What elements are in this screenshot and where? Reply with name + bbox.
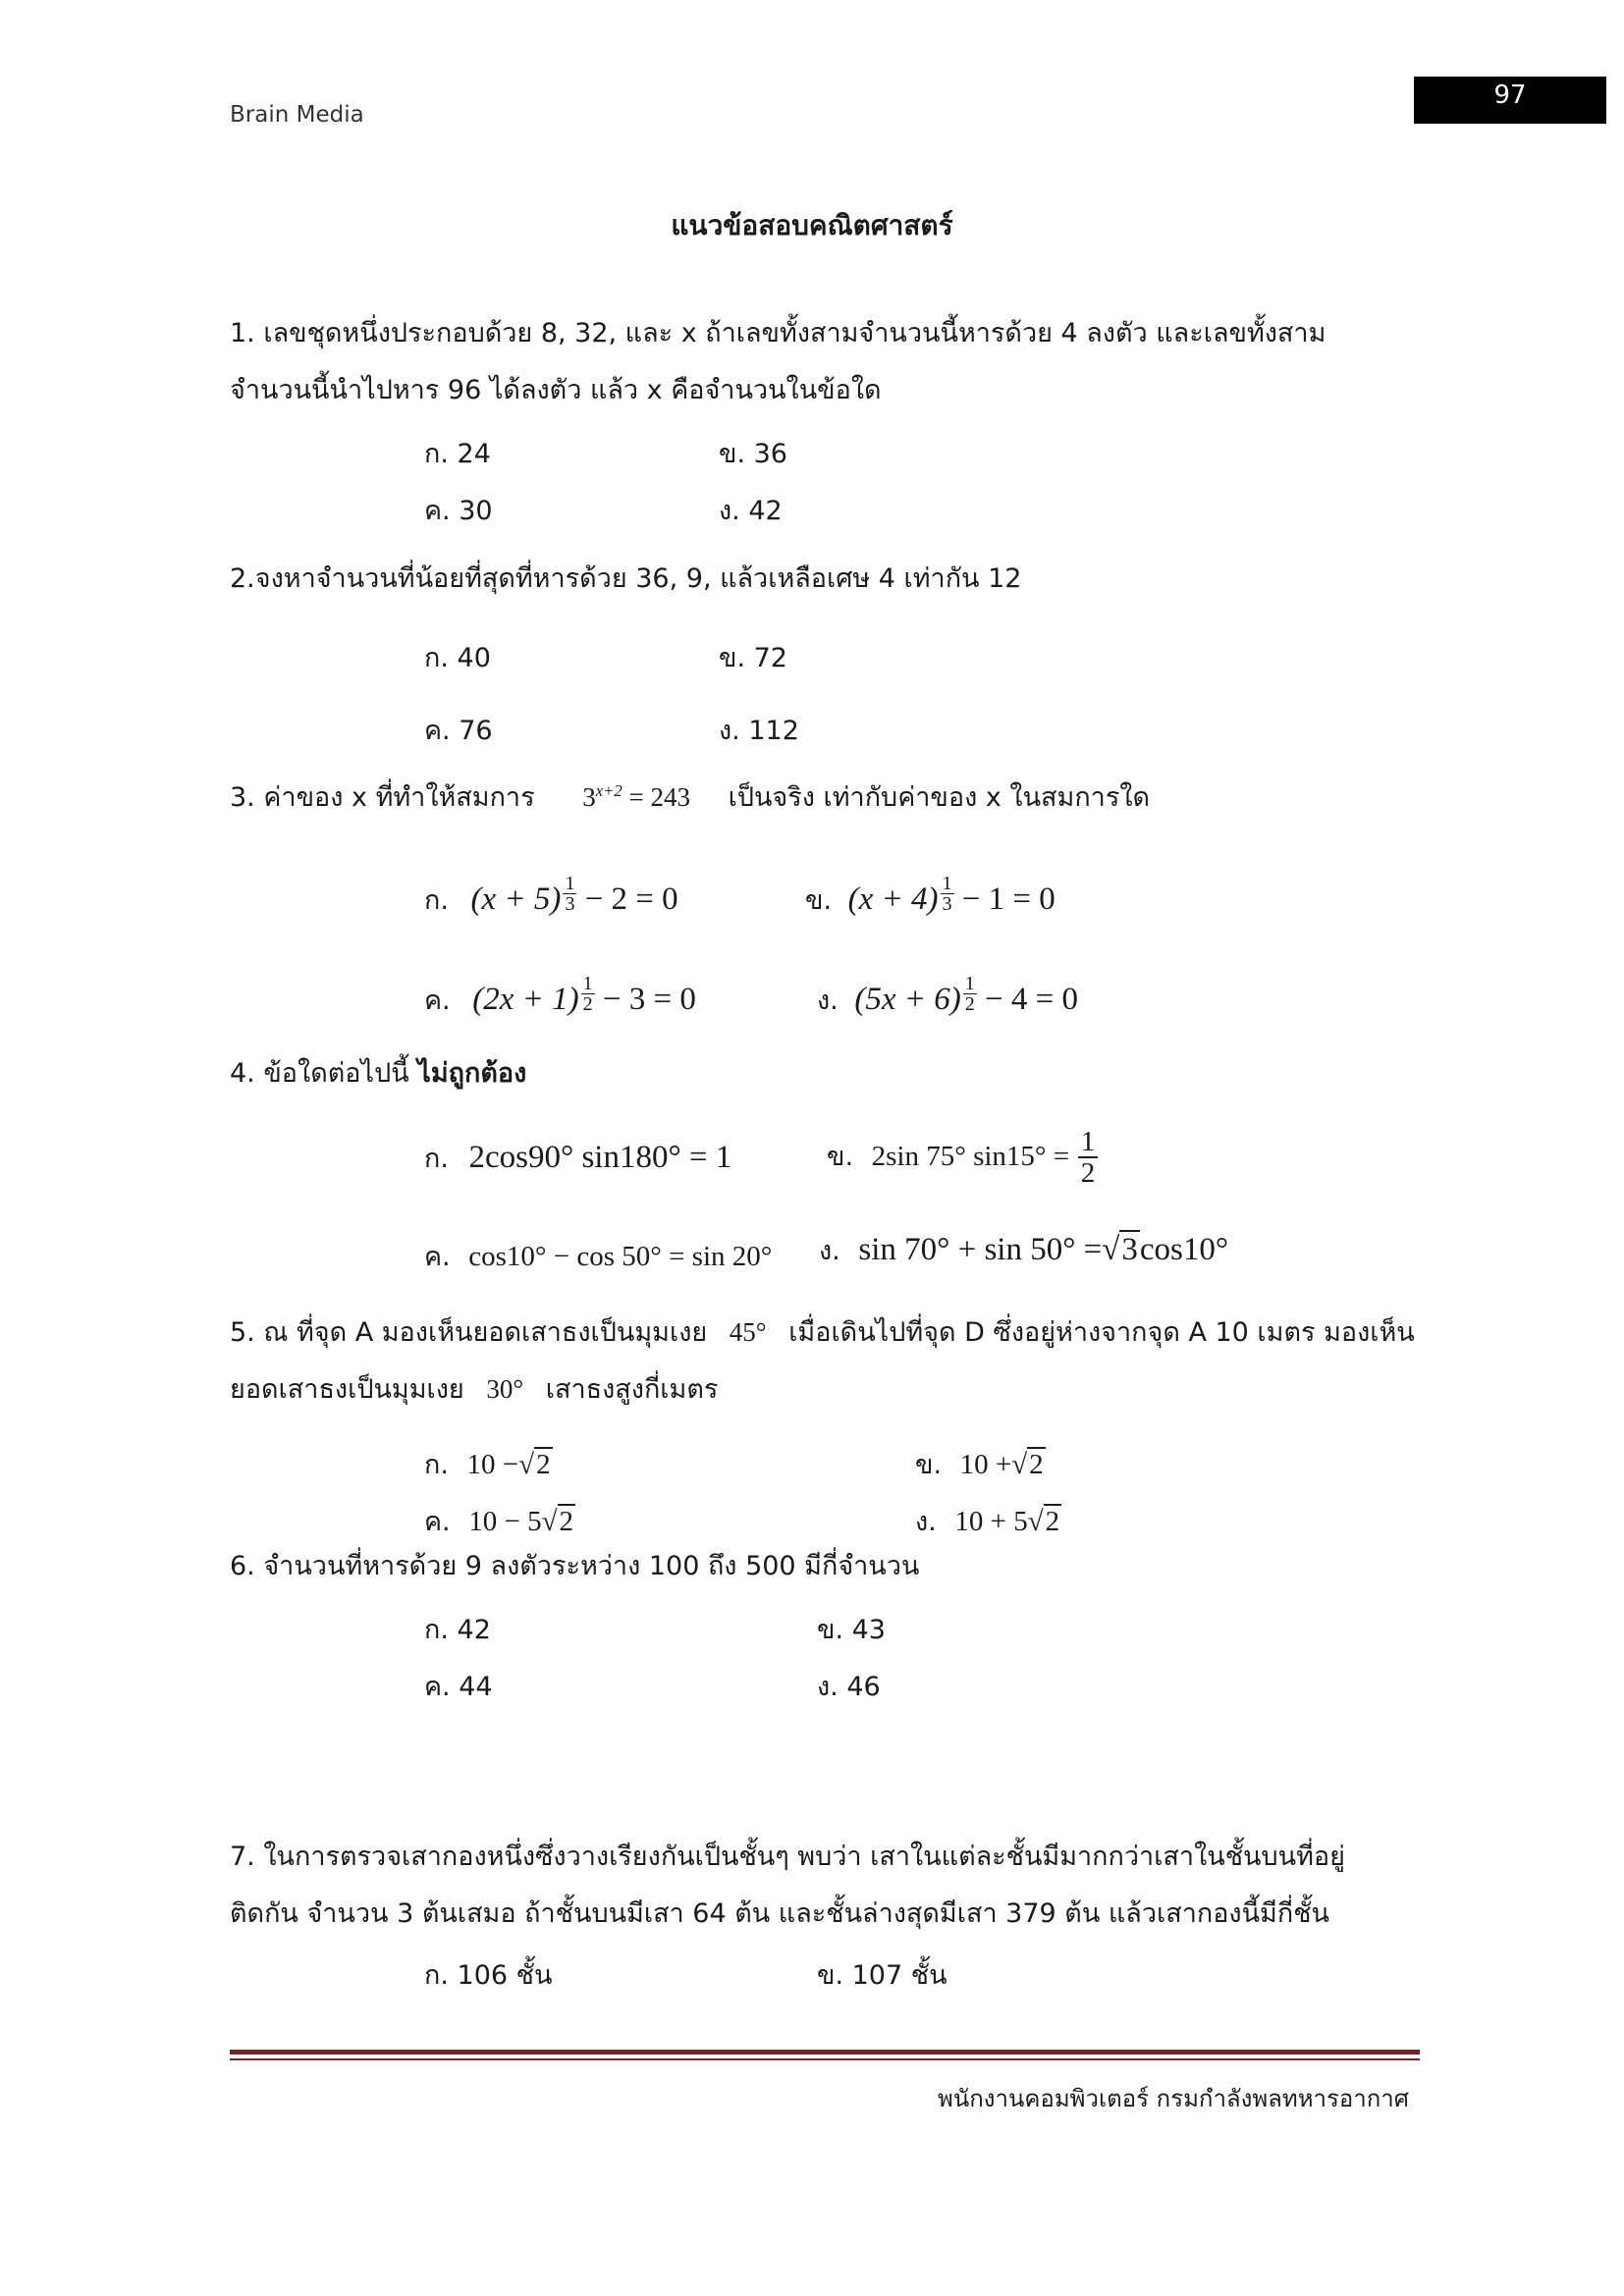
footer-rule <box>230 2050 1420 2055</box>
question-1-line-2: จำนวนนี้นำไปหาร 96 ได้ลงตัว แล้ว x คือจำนวนในข้อใด <box>230 375 882 405</box>
question-4-option-c: ค. cos10° − cos 50° = sin 20° <box>424 1241 773 1272</box>
footer-rule-thin <box>230 2058 1420 2060</box>
question-3-option-a: ก. (x + 5) $\frac{1}{3}$ − 2 = 0 <box>424 873 678 917</box>
question-1-option-b: ข. 36 <box>719 439 787 469</box>
question-6-text: 6. จำนวนที่หารด้วย 9 ลงตัวระหว่าง 100 ถึง 500 มีกี่จำนวน <box>230 1551 920 1581</box>
question-3-suffix: เป็นจริง เท่ากับค่าของ x ในสมการใด <box>728 782 1151 813</box>
question-5-option-b: ข. 10 +√2 <box>915 1449 1044 1480</box>
question-4-option-b: ข. 2sin 75° sin15° = $\frac{1}{2}$ <box>827 1127 1098 1189</box>
question-7-line-2: ติดกัน จำนวน 3 ต้นเสมอ ถ้าชั้นบนมีเสา 64 ต้น และชั้นล่างสุดมีเสา 379 ต้น แล้วเสากองนี้มีกี่ชั้น <box>230 1898 1329 1929</box>
question-2-option-b: ข. 72 <box>719 643 787 673</box>
question-2-text: 2.จงหาจำนวนที่น้อยที่สุดที่หารด้วย 36, 9, แล้วเหลือเศษ 4 เท่ากัน 12 <box>230 563 1022 594</box>
question-3-equation: $3^{x+2} = 243$ <box>582 781 691 812</box>
question-1-option-c: ค. 30 <box>424 496 493 526</box>
question-1-option-d: ง. 42 <box>719 496 783 526</box>
question-6-option-b: ข. 43 <box>817 1615 886 1645</box>
question-7-option-b: ข. 107 ชั้น <box>817 1960 947 1991</box>
question-1-line-1: 1. เลขชุดหนึ่งประกอบด้วย 8, 32, และ x ถ้าเลขทั้งสามจำนวนนี้หารด้วย 4 ลงตัว และเลขทั้งสาม <box>230 318 1326 348</box>
question-1-option-a: ก. 24 <box>424 439 491 469</box>
question-3-option-c: ค. (2x + 1) $\frac{1}{2}$ − 3 = 0 <box>424 973 696 1017</box>
question-5-line-2: ยอดเสาธงเป็นมุมเงย 30° เสาธงสูงกี่เมตร <box>230 1374 719 1405</box>
question-4-text: 4. ข้อใดต่อไปนี้ ไม่ถูกต้อง <box>230 1058 527 1089</box>
question-3-option-b: ข. (x + 4) $\frac{1}{3}$ − 1 = 0 <box>805 873 1056 917</box>
page-number: 97 <box>1493 80 1527 110</box>
question-5-option-a: ก. 10 −√2 <box>424 1449 551 1480</box>
question-2-option-a: ก. 40 <box>424 643 491 673</box>
question-3-prefix: 3. ค่าของ x ที่ทำให้สมการ <box>230 782 535 813</box>
question-5-option-c: ค. 10 − 5√2 <box>424 1506 574 1537</box>
question-4-option-d: ง. sin 70° + sin 50° =√3cos10° <box>819 1232 1229 1267</box>
question-6-option-a: ก. 42 <box>424 1615 491 1645</box>
question-2-option-d: ง. 112 <box>719 716 799 746</box>
question-5-line-1: 5. ณ ที่จุด A มองเห็นยอดเสาธงเป็นมุมเงย 45° เมื่อเดินไปที่จุด D ซึ่งอยู่ห่างจากจุด A 10 เมตร มองเห็น <box>230 1317 1415 1348</box>
question-4-emphasis: ไม่ถูกต้อง <box>417 1058 527 1089</box>
page-title: แนวข้อสอบคณิตศาสตร์ <box>671 209 953 241</box>
question-3-text <box>230 780 1150 815</box>
footer-text: พนักงานคอมพิวเตอร์ กรมกำลังพลทหารอากาศ <box>938 2085 1410 2112</box>
question-2-option-c: ค. 76 <box>424 716 493 746</box>
question-7-line-1: 7. ในการตรวจเสากองหนึ่งซึ่งวางเรียงกันเป็นชั้นๆ พบว่า เสาในแต่ละชั้นมีมากกว่าเสาในชั้นบนที่อยู่ <box>230 1842 1345 1872</box>
question-4-option-a: ก. 2cos90° sin180° = 1 <box>424 1140 732 1175</box>
question-6-option-d: ง. 46 <box>817 1672 881 1702</box>
question-6-option-c: ค. 44 <box>424 1672 493 1702</box>
question-5-option-d: ง. 10 + 5√2 <box>915 1506 1060 1537</box>
question-3-option-d: ง. (5x + 6) $\frac{1}{2}$ − 4 = 0 <box>817 973 1079 1017</box>
brand-name: Brain Media <box>230 102 364 128</box>
question-7-option-a: ก. 106 ชั้น <box>424 1960 553 1991</box>
